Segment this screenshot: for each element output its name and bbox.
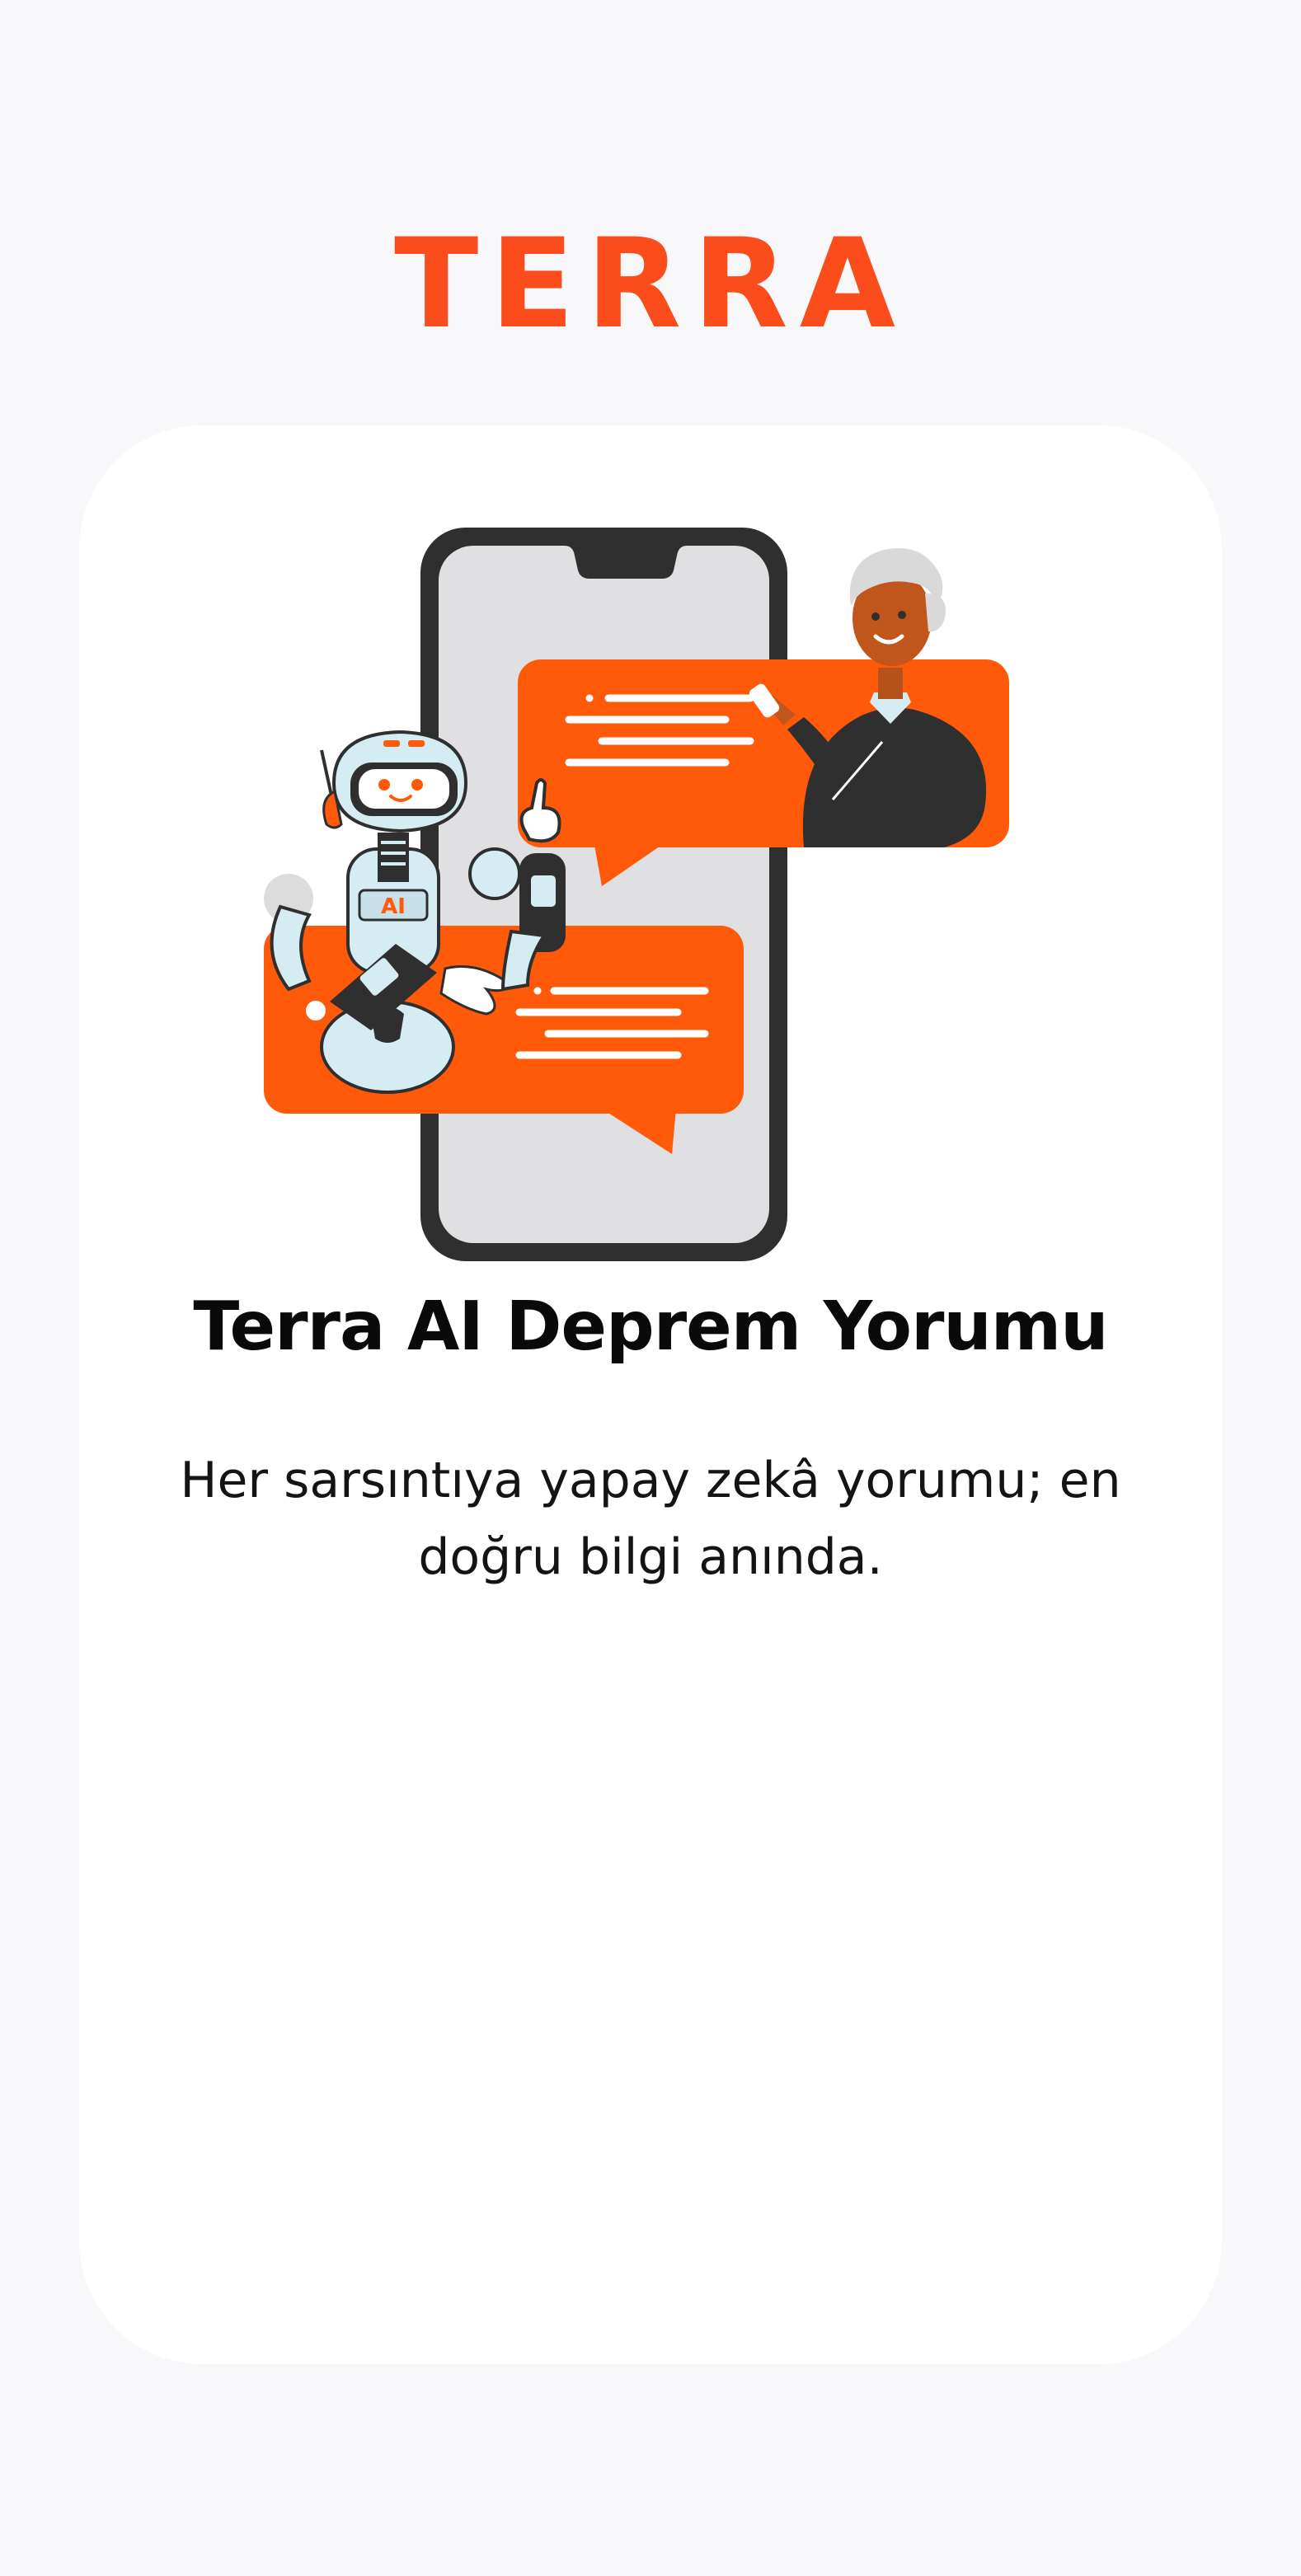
phone-icon: [420, 528, 787, 1261]
page-title: Terra AI Deprem Yorumu: [193, 1288, 1108, 1366]
page-description: Her sarsıntıya yapay zekâ yorumu; en doğru bilgi anında.: [180, 1452, 1121, 1586]
ai-chat-illustration: [256, 519, 1014, 1265]
brand-logo: TERRA: [394, 213, 907, 356]
robot-badge-label: AI: [381, 894, 406, 919]
